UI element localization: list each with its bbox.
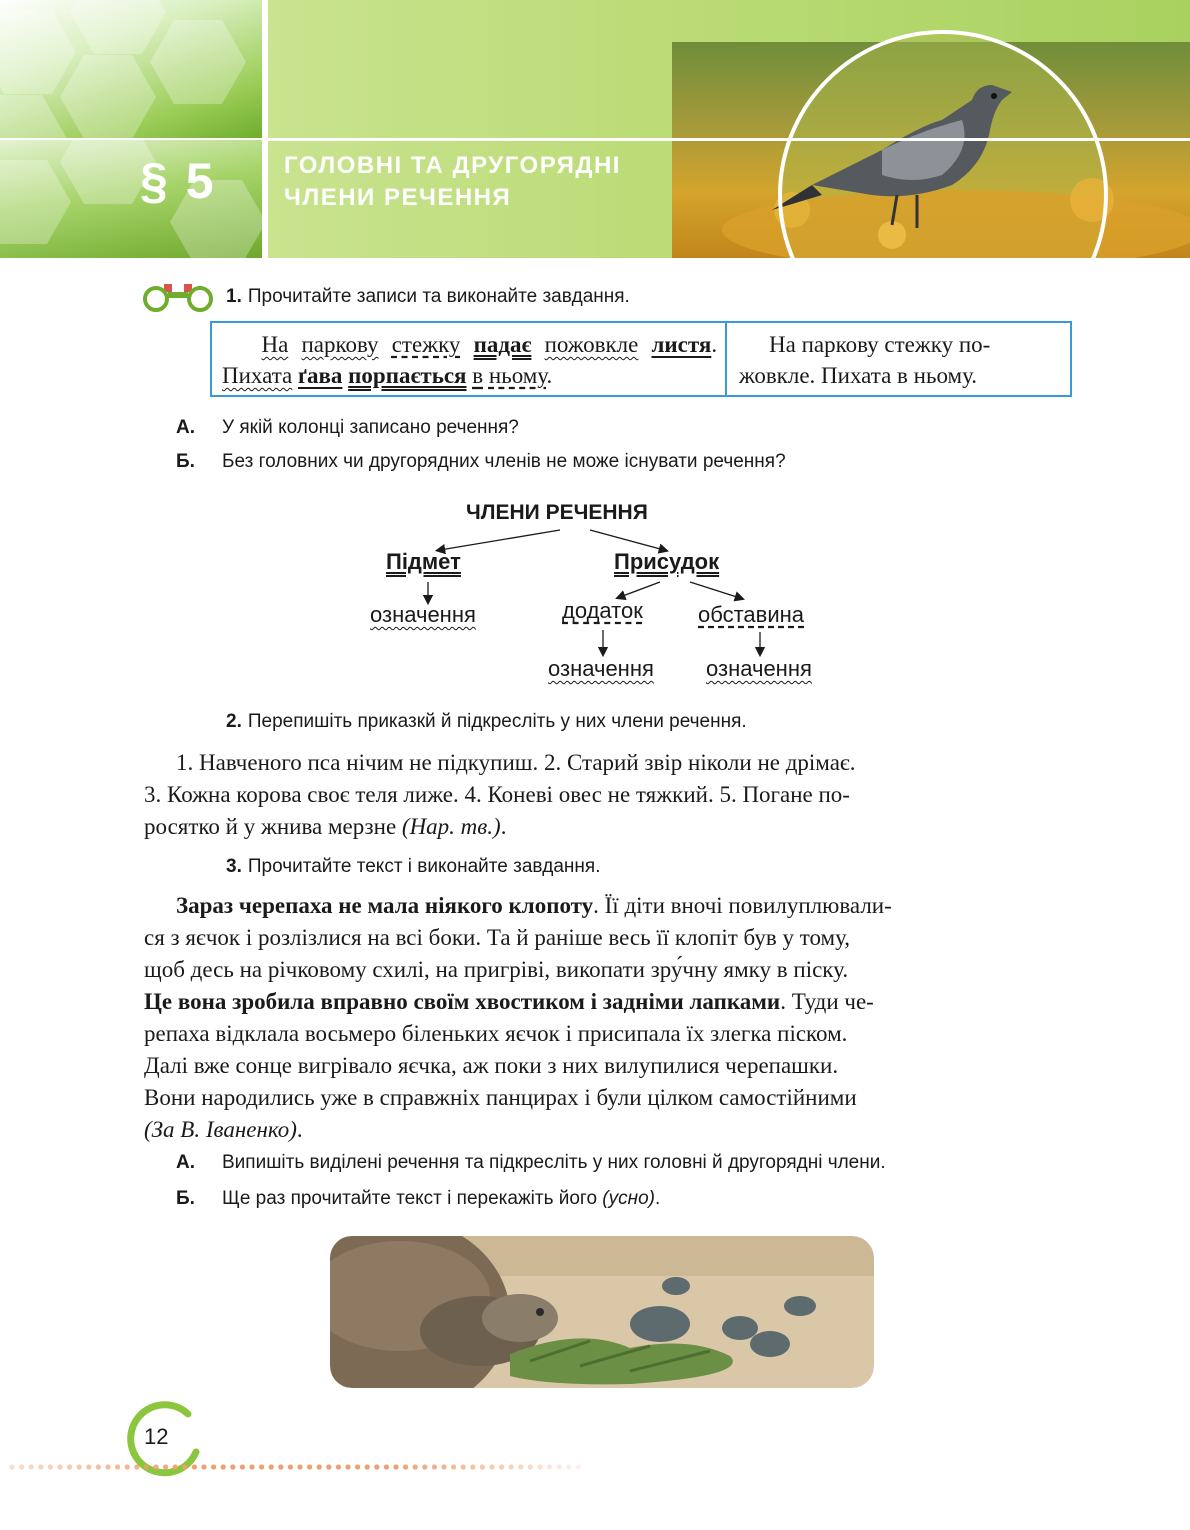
footer-dots <box>8 1462 608 1472</box>
diagram-arrows <box>0 0 1190 700</box>
diagram-attribute-of-object: означення <box>548 656 654 681</box>
task-3-question-b: Б. Ще раз прочитайте текст і перекажіть його (усно). <box>176 1188 661 1209</box>
diagram-object: додаток <box>562 598 643 623</box>
task-1-heading: 1. Прочитайте записи та виконайте завдання. <box>226 286 630 307</box>
diagram-attribute: означення <box>370 602 476 627</box>
diagram-attribute-of-adverbial: означення <box>706 656 812 681</box>
task-2-heading: 2. Перепишіть приказкй й підкресліть у них члени речення. <box>226 711 747 732</box>
task-3-heading: 3. Прочитайте текст і виконайте завдання. <box>226 856 601 877</box>
task-1-question-b: Б. Без головних чи другорядних членів не може існувати речення? <box>176 451 786 472</box>
diagram-subject: Підмет <box>386 549 461 574</box>
task-1-question-a: А. У якій колонці записано речення? <box>176 417 519 438</box>
turtles-photo <box>330 1236 874 1388</box>
page-title: ГОЛОВНІ ТА ДРУГОРЯДНІ ЧЛЕНИ РЕЧЕННЯ <box>284 152 621 211</box>
paragraph-number: § 5 <box>140 153 216 209</box>
diagram-adverbial: обставина <box>698 602 805 627</box>
task-3-question-a: А. Випишіть виділені речення та підкресліть у них головні й другорядні члени. <box>176 1152 886 1173</box>
task-2-proverbs: 1. Навченого пса нічим не підкупиш. 2. Старий звір ніколи не дрімає. 3. Кожна корова своє теля лиже. 4. Коневі овес не тяжкий. 5. Погане по- росятко й у жнива мерзне (Нар. тв.). <box>144 750 856 839</box>
task-3-text: Зараз черепаха не мала ніякого клопоту. Її діти вночі повилуплювали- ся з яєчок і розлізлися на всі боки. Та й раніше весь її клопіт був у тому, щоб десь на річковому схилі, на пригріві, викопати зру́чну ямку в піску. Це вона зробила вправно своїм хвостиком і задніми лапками. Туди че- репаха відклала восьмеро біленьких яєчок і присипала їх злегка піском. Далі вже сонце вигрівало яєчка, аж поки з них вилупилися черепашки. Вони народились уже в справжніх панцирах і були цілком самостійними (За В. Іваненко). <box>144 893 892 1142</box>
diagram-predicate: Присудок <box>614 549 720 574</box>
table-column-sentences: На паркову стежку падає пожовкле листя. Пихата ґава порпається в ньому. <box>212 323 727 395</box>
table-column-fragments: На паркову стежку по- жовкле. Пихата в ньому. <box>739 332 991 388</box>
page-number: 12 <box>144 1424 169 1449</box>
diagram-title: ЧЛЕНИ РЕЧЕННЯ <box>466 501 648 524</box>
